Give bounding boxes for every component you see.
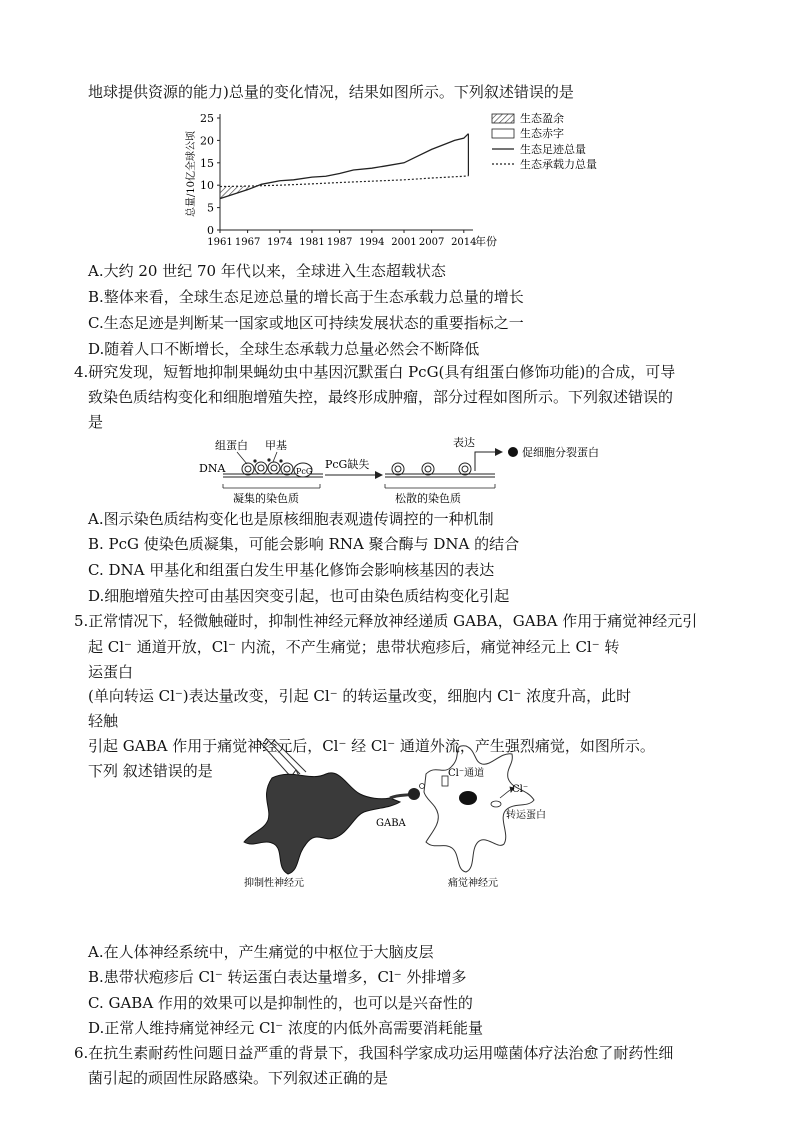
y-tick-label: 20 [200,134,214,148]
label-express: 表达 [453,436,475,449]
label-pcg: PcG [296,467,313,476]
q5-option-d: D.正常人维持痛觉神经元 Cl⁻ 浓度的内低外高需要消耗能量 [88,1019,483,1037]
capacity-line [220,176,468,187]
label-loose: 松散的染色质 [395,492,461,505]
neuron-figure [230,738,550,888]
x-tick-label: 1981 [299,237,325,248]
axon-terminal [408,788,420,800]
legend-deficit: 生态赤字 [520,127,564,140]
ecological-footprint-chart [180,108,610,258]
x-tick-label: 1974 [267,237,293,248]
legend-footprint: 生态足迹总量 [520,143,586,156]
q3-option-b: B.整体来看，全球生态足迹总量的增长高于生态承载力总量的增长 [88,288,524,306]
nucleus [459,791,477,805]
expression-arrow [475,452,495,471]
footprint-line [220,134,468,199]
y-tick-label: 0 [207,224,214,237]
x-tick-label: 1994 [359,237,385,248]
label-pcg-loss: PcG缺失 [325,458,370,471]
x-tick-label: 1967 [234,237,261,248]
q5-option-c: C. GABA 作用的效果可以是抑制性的，也可以是兴奋性的 [88,994,473,1012]
chromatin-figure [195,434,615,506]
x-tick-label: 2001 [391,237,417,248]
legend-surplus-swatch [492,114,514,123]
label-methyl: 甲基 [265,439,287,452]
q5-stem-line4: (单向转运 Cl⁻)表达量改变，引起 Cl⁻ 的转运量改变，细胞内 Cl⁻ 浓度升高，此时 [88,687,632,705]
y-tick-label: 5 [207,201,214,215]
q4-option-d: D.细胞增殖失控可由基因突变引起，也可由染色质结构变化引起 [88,587,510,605]
legend-surplus: 生态盈余 [520,112,564,125]
q5-stem-line5: 轻触 [88,712,119,730]
q5-option-a: A.在人体神经系统中，产生痛觉的中枢位于大脑皮层 [88,943,434,961]
q3-intro: 地球提供资源的能力)总量的变化情况，结果如图所示。下列叙述错误的是 [88,83,574,101]
q5-stem-line1: 5.正常情况下，轻微触碰时，抑制性神经元释放神经递质 GABA，GABA 作用于痛觉神经元引 [74,612,698,630]
x-tick-label: 1987 [326,237,353,248]
q3-option-d: D.随着人口不断增长，全球生态承载力总量必然会不断降低 [88,340,480,358]
label-pain-neuron: 痛觉神经元 [448,878,498,888]
x-tick-label: 2014 [451,237,477,248]
y-tick-label: 15 [200,156,214,170]
label-protein: 促细胞分裂蛋白 [522,446,599,459]
condensed-nucleosomes [242,462,293,475]
pain-neuron [424,746,534,872]
q4-stem-line3: 是 [88,413,104,431]
label-cl-channel: Cl⁻通道 [448,768,485,779]
q4-option-a: A.图示染色质结构变化也是原核细胞表观遗传调控的一种机制 [88,510,494,528]
y-tick-label: 10 [200,179,214,193]
q3-option-a: A.大约 20 世纪 70 年代以来，全球进入生态超载状态 [88,262,446,280]
q5-stem-line2: 起 Cl⁻ 通道开放，Cl⁻ 内流，不产生痛觉；患带状疱疹后，痛觉神经元上 Cl⁻ 转 [88,638,620,656]
q4-option-c: C. DNA 甲基化和组蛋白发生甲基化修饰会影响核基因的表达 [88,561,495,579]
q4-option-b: B. PcG 使染色质凝集，可能会影响 RNA 聚合酶与 DNA 的结合 [88,535,520,553]
loose-nucleosomes [392,463,471,475]
x-axis-label: 年份 [475,235,497,248]
label-cl-ion: Cl⁻ [512,784,529,795]
y-tick-label: 25 [200,112,214,125]
label-dna: DNA [199,462,226,475]
label-condensed: 凝集的染色质 [233,492,299,505]
y-axis-label: 总量/10亿全球公顷 [186,130,197,218]
legend-deficit-swatch [492,129,514,138]
label-gaba: GABA [376,818,406,829]
q5-stem-line7: 下列 叙述错误的是 [88,762,213,780]
label-inhibitory: 抑制性神经元 [244,878,304,888]
x-tick-label: 2007 [418,237,445,248]
q5-stem-line3: 运蛋白 [88,663,134,681]
q4-stem-line1: 4.研究发现，短暂地抑制果蝇幼虫中基因沉默蛋白 PcG(具有组蛋白修饰功能)的合成，可导 [74,363,676,381]
q3-option-c: C.生态足迹是判断某一国家或地区可持续发展状态的重要指标之一 [88,314,524,332]
x-tick-label: 1961 [207,237,233,248]
mitosis-protein-dot [508,447,518,457]
label-histone: 组蛋白 [215,439,248,452]
q6-stem-line2: 菌引起的顽固性尿路感染。下列叙述正确的是 [88,1069,389,1087]
legend-capacity: 生态承载力总量 [520,158,597,171]
q5-stem-line6: 引起 GABA 作用于痛觉神经元后，Cl⁻ 经 Cl⁻ 通道外流，产生强烈痛觉，如图所示。 [88,737,655,755]
q6-stem-line1: 6.在抗生素耐药性问题日益严重的背景下，我国科学家成功运用噬菌体疗法治愈了耐药性细 [74,1044,674,1062]
q5-option-b: B.患带状疱疹后 Cl⁻ 转运蛋白表达量增多，Cl⁻ 外排增多 [88,968,467,986]
label-transporter: 转运蛋白 [506,810,546,821]
q4-stem-line2: 致染色质结构变化和细胞增殖失控，最终形成肿瘤，部分过程如图所示。下列叙述错误的 [88,388,674,406]
